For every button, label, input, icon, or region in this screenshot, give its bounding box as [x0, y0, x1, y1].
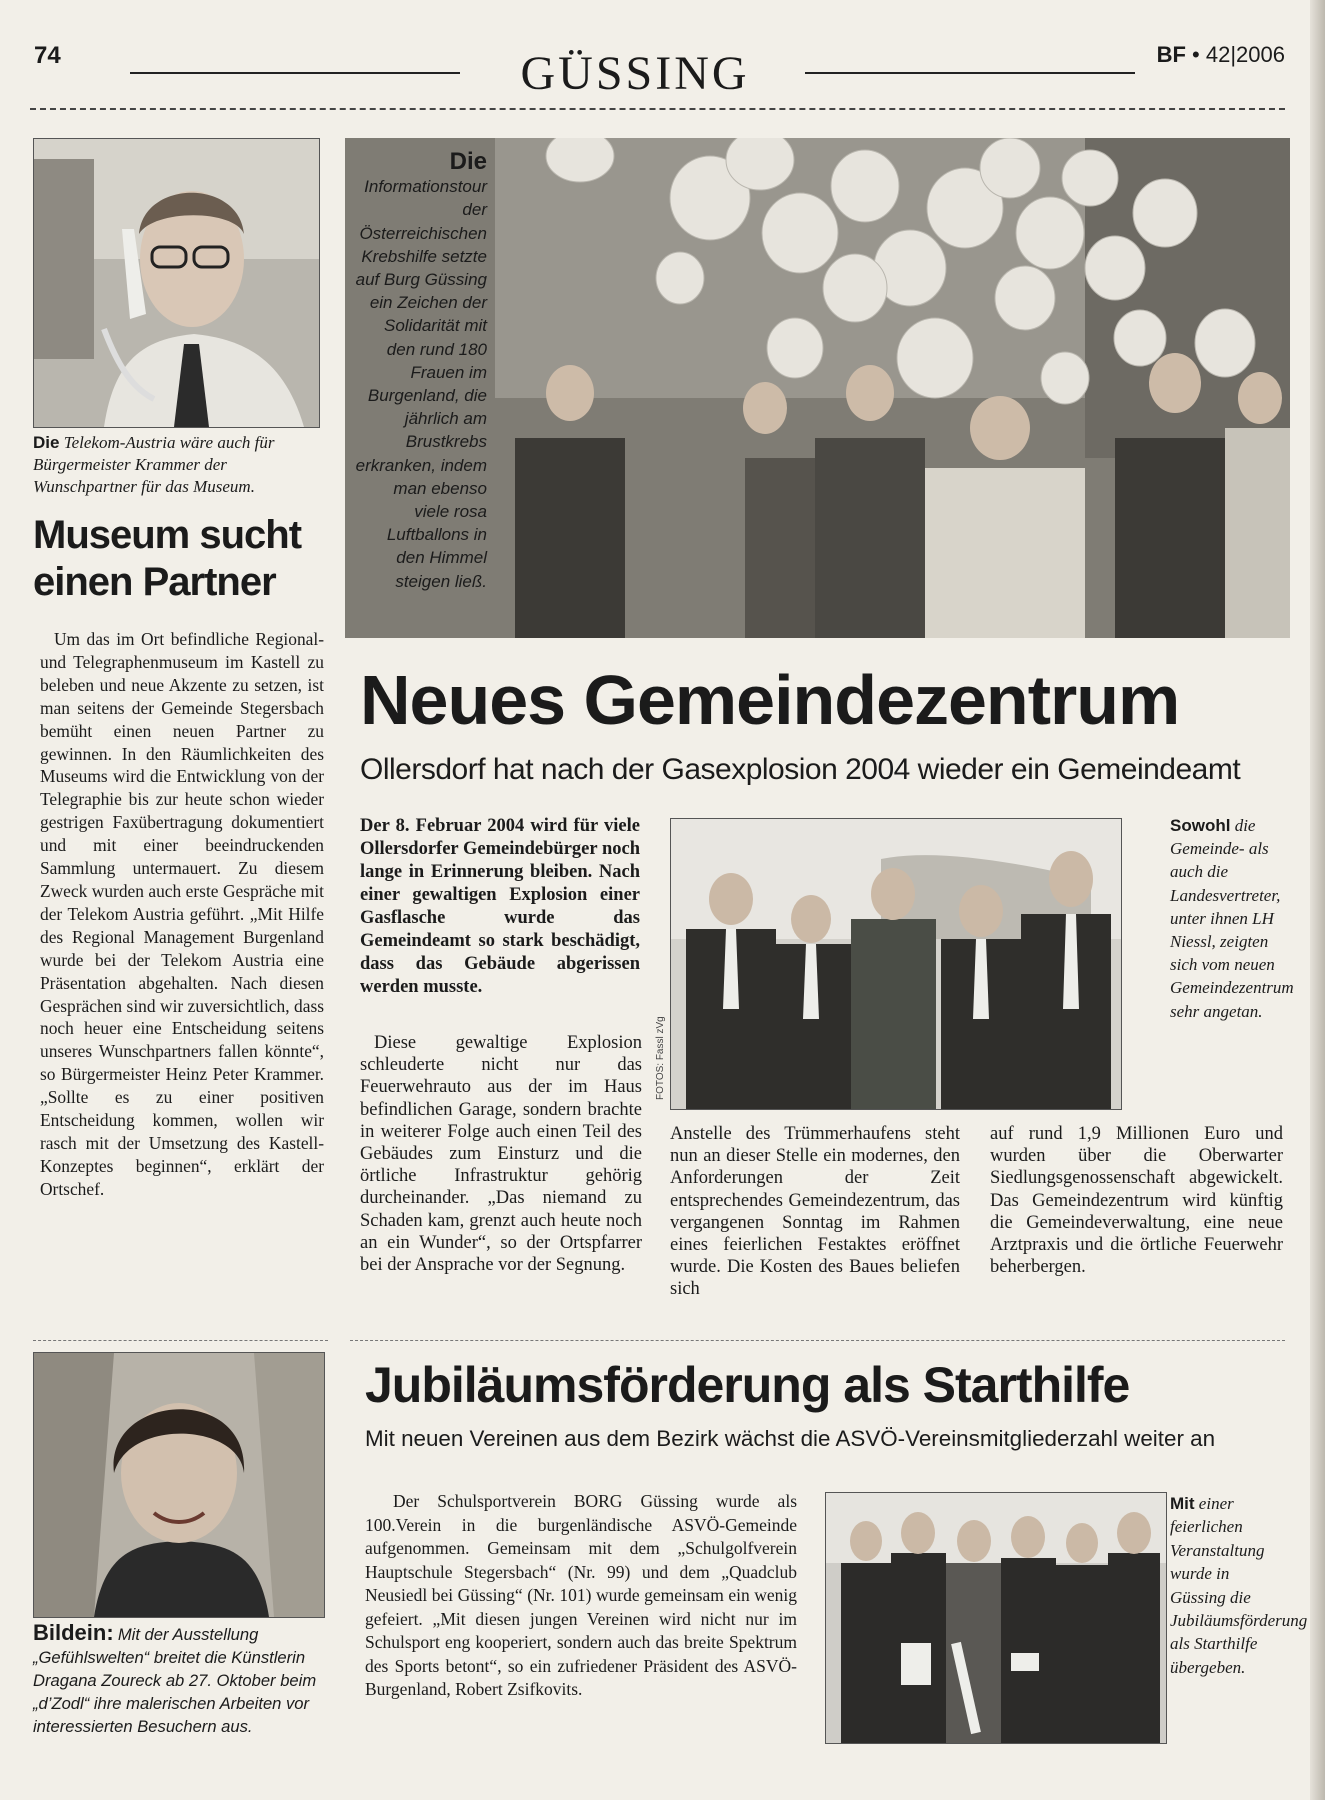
ollersdorf-caption	[1170, 814, 1294, 1023]
caption-text: Telekom-Austria wäre auch für Bürgermeister Krammer der Wunschpartner für das Museum.	[33, 433, 275, 496]
header-rule-left	[130, 72, 460, 74]
caption-lead: Die	[449, 148, 487, 175]
jubilee-article: Der Schulsportverein BORG Güssing wurde als 100.Verein in die burgenländische ASVÖ-Gemeinde aufgenommen. Gemeinsam mit dem „Schulgolfverein Hauptschule Stegersbach“ (Nr. 99) und dem „Quadclub Neusiedl bei Güssing“ (Nr. 101) wurde gemeinsam ein wenig gefeiert. „Mit diesen jungen Vereinen wird nicht nur im Schulsport eng kooperiert, sondern auch das breite Spektrum des Sports betont“, so ein zufriedener Präsident des ASVÖ-Burgenland, Robert Zsifkovits.	[365, 1491, 797, 1699]
left-divider	[33, 1340, 328, 1341]
bildein-caption	[33, 1621, 323, 1738]
main-subheadline: Ollersdorf hat nach der Gasexplosion 2004 wieder ein Gemeindeamt	[360, 753, 1241, 786]
caption-text: einer feierlichen Veranstaltung wurde in Güssing die Jubiläumsförderung als Starthilfe übergeben.	[1170, 1494, 1308, 1677]
main-divider	[350, 1340, 1285, 1341]
main-col1: Diese gewaltige Explosion schleuderte nicht nur das Feuerwehrauto aus der im Haus befindlichen Garage, sondern brachte in weiterer Folge auch einen Teil des Gebäudes zum Einsturz und die örtliche Infrastruktur gehörig durcheinander. „Das niemand zu Schaden kam, grenzt auch heute noch an ein Wunder“, so der Ortspfarrer bei der Ansprache vor der Segnung.	[360, 1033, 642, 1276]
caption-lead: Sowohl	[1170, 816, 1231, 835]
page-number: 74	[34, 42, 61, 69]
telekom-caption	[33, 432, 323, 498]
main-col3: auf rund 1,9 Millionen Euro und wurden über die Oberwarter Siedlungsgenossenschaft abgewickelt. Das Gemeindezentrum wird künftig die Gemeindeverwaltung, eine neue Arztpraxis und die örtliche Feuerwehr beherbergen.	[990, 1124, 1283, 1278]
jubilee-caption	[1170, 1492, 1308, 1679]
photo-credit: FOTOS: Fassl zVg	[655, 1016, 666, 1100]
main-col2: Anstelle des Trümmerhaufens steht nun an dieser Stelle ein modernes, den Anforderungen der Zeit entsprechendes Gemeindezentrum, das vergangenen Sonntag im Rahmen eines feierlichen Festaktes eröffnet wurde. Die Kosten des Baues beliefen sich	[670, 1124, 960, 1300]
balloon-caption	[345, 138, 497, 638]
issue-number: 42|2006	[1205, 42, 1285, 67]
museum-headline	[33, 512, 333, 606]
publication-name: BF	[1156, 42, 1186, 67]
jubilee-subheadline: Mit neuen Vereinen aus dem Bezirk wächst die ASVÖ-Vereinsmitgliederzahl weiter an	[365, 1426, 1216, 1451]
jubilee-headline: Jubiläumsförderung als Starthilfe	[365, 1357, 1130, 1413]
telekom-photo	[33, 138, 320, 428]
bildein-photo	[33, 1352, 325, 1618]
caption-lead: Die	[33, 433, 60, 452]
section-title: GÜSSING	[520, 47, 750, 100]
main-headline: Neues Gemeindezentrum	[360, 661, 1180, 739]
bullet: •	[1192, 42, 1200, 67]
caption-text: Mit der Ausstellung „Gefühlswelten“ breitet die Künstlerin Dragana Zoureck ab 27. Oktober beim „d’Zodl“ ihre malerischen Arbeiten vor interessierten Besuchern aus.	[33, 1625, 317, 1736]
jubilee-photo	[825, 1492, 1167, 1744]
caption-text: Informationstour der Österreichischen Krebshilfe setzte auf Burg Güssing ein Zeichen der Solidarität mit den rund 180 Frauen im Burgenland, die jährlich am Brustkrebs erkranken, indem man ebenso viele rosa Luftballons in den Himmel steigen ließ.	[355, 177, 487, 591]
caption-lead: Bildein:	[33, 1620, 114, 1645]
header-divider	[30, 108, 1285, 110]
museum-article: Um das im Ort befindliche Regional- und Telegraphenmuseum im Kastell zu beleben und neue Akzente zu setzen, ist man seitens der Gemeinde Stegersbach bemüht einen neuen Partner zu gewinnen. In den Räumlichkeiten des Museums wird die Entwicklung von der Telegraphie bis zur heute schon wieder gestrigen Faxübertragung dokumentiert und mit einer beeindruckenden Sammlung untermauert. Zu diesem Zweck wurden auch erste Gespräche mit der Telekom Austria geführt. „Mit Hilfe des Regional Management Burgenland wurde bei der Telekom Austria eine Präsentation abgehalten. Nach diesen Gesprächen sind wir zuversichtlich, dass noch heuer eine Entscheidung seitens unseres Wunschpartners fallen könnte“, so Bürgermeister Heinz Peter Krammer. „Sollte es zu einer positiven Entscheidung kommen, wollen wir rasch mit der Umsetzung des Kastell-Konzeptes beginnen“, erklärt der Ortschef.	[40, 629, 324, 1199]
issue-label	[1157, 42, 1285, 68]
museum-headline-line1: Museum sucht	[33, 513, 302, 557]
caption-text: die Gemeinde- als auch die Landesvertreter, unter ihnen LH Niessl, zeigten sich vom neuen Gemeindezentrum sehr angetan.	[1170, 816, 1294, 1021]
main-lead: Der 8. Februar 2004 wird für viele Ollersdorfer Gemeindebürger noch lange in Erinnerung bleiben. Nach einer gewaltigen Explosion einer Gasflasche wurde das Gemeindeamt so stark beschädigt, dass das Gebäude abgerissen werden musste.	[360, 816, 640, 997]
museum-headline-line2: einen Partner	[33, 560, 276, 604]
header-rule-right	[805, 72, 1135, 74]
page-edge	[1310, 0, 1325, 1800]
caption-lead: Mit	[1170, 1494, 1195, 1513]
ollersdorf-photo	[670, 818, 1122, 1110]
